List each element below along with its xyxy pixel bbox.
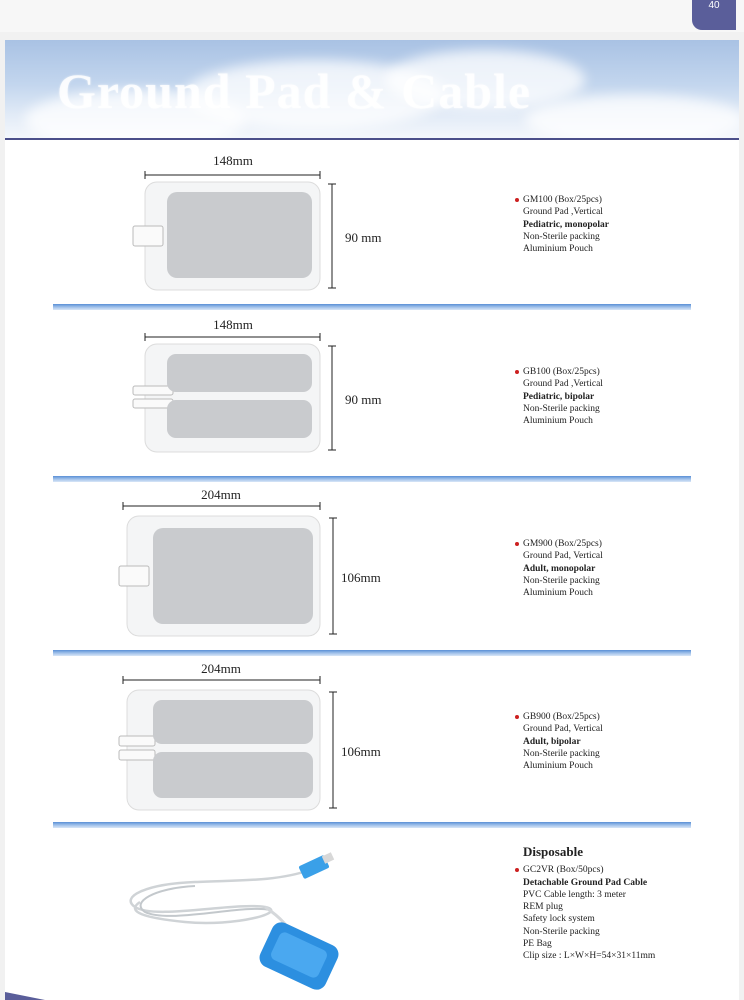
catalog-page: [5, 40, 739, 1000]
spec-line: Ground Pad, Vertical: [523, 551, 603, 562]
spec-line-type: Adult, monopolar: [523, 563, 596, 574]
section-divider: [53, 822, 691, 828]
product-code: GM900 (Box/25pcs): [523, 539, 602, 549]
spec-line: Non-Sterile packing: [523, 748, 600, 759]
spec-gc2vr: [523, 846, 655, 963]
spec-line: REM plug: [523, 902, 563, 913]
page-header: [5, 40, 739, 140]
spec-line: Non-Sterile packing: [523, 926, 600, 937]
spec-line: Aluminium Pouch: [523, 244, 593, 255]
spec-line: Ground Pad ,Vertical: [523, 379, 603, 390]
spec-line-type: Adult, bipolar: [523, 736, 581, 747]
product-code: GB900 (Box/25pcs): [523, 712, 600, 722]
spec-gm100: [523, 194, 609, 255]
spec-gm900: [523, 538, 603, 599]
product-code: GB100 (Box/25pcs): [523, 367, 600, 377]
spec-line: PVC Cable length: 3 meter: [523, 889, 626, 900]
pad-illustration-gm100: [115, 150, 395, 305]
pad-illustration-gb900: [105, 660, 405, 825]
cable-drawing: [115, 852, 355, 987]
section-divider: [53, 476, 691, 482]
spec-line: Ground Pad, Vertical: [523, 724, 603, 735]
pad-drawing: [115, 314, 395, 464]
pad-drawing: [105, 486, 405, 646]
header-rule: [5, 138, 739, 140]
bullet-icon: [515, 198, 519, 202]
section-divider: [53, 304, 691, 310]
height-dimension: 90 mm: [345, 392, 382, 407]
pad-illustration-gb100: [115, 314, 395, 469]
spec-line: Non-Sterile packing: [523, 575, 600, 586]
section-heading: Disposable: [523, 844, 583, 859]
width-dimension: 148mm: [213, 317, 253, 332]
spec-line: Aluminium Pouch: [523, 761, 593, 772]
height-dimension: 106mm: [341, 744, 381, 759]
spec-line: PE Bag: [523, 939, 552, 950]
page-number: 40: [708, 0, 720, 11]
spec-line: Safety lock system: [523, 914, 595, 925]
spec-gb900: [523, 711, 603, 772]
bullet-icon: [515, 868, 519, 872]
pad-illustration-gm900: [105, 486, 405, 651]
spec-line: Non-Sterile packing: [523, 403, 600, 414]
spec-line: Ground Pad ,Vertical: [523, 207, 603, 218]
spec-gb100: [523, 366, 603, 427]
bullet-icon: [515, 715, 519, 719]
page-title: Ground Pad & Cable: [57, 63, 532, 119]
page-number-tab: [692, 0, 736, 30]
height-dimension: 90 mm: [345, 230, 382, 245]
product-name: Detachable Ground Pad Cable: [523, 877, 648, 888]
pad-drawing: [105, 660, 405, 820]
bullet-icon: [515, 370, 519, 374]
cloud-decoration: [525, 95, 739, 140]
bullet-icon: [515, 542, 519, 546]
width-dimension: 204mm: [201, 661, 241, 676]
product-code: GC2VR (Box/50pcs): [523, 865, 604, 876]
cable-illustration: [115, 852, 355, 992]
height-dimension: 106mm: [341, 570, 381, 585]
spec-line-type: Pediatric, monopolar: [523, 219, 610, 230]
pad-drawing: [115, 150, 395, 300]
top-bar: [0, 0, 744, 32]
product-code: GM100 (Box/25pcs): [523, 195, 602, 205]
width-dimension: 148mm: [213, 153, 253, 168]
spec-line: Aluminium Pouch: [523, 416, 593, 427]
spec-line: Aluminium Pouch: [523, 588, 593, 599]
spec-line: Clip size : L×W×H=54×31×11mm: [523, 951, 656, 962]
spec-line-type: Pediatric, bipolar: [523, 391, 595, 402]
section-divider: [53, 650, 691, 656]
spec-line: Non-Sterile packing: [523, 231, 600, 242]
width-dimension: 204mm: [201, 487, 241, 502]
corner-decoration: [5, 992, 45, 1000]
